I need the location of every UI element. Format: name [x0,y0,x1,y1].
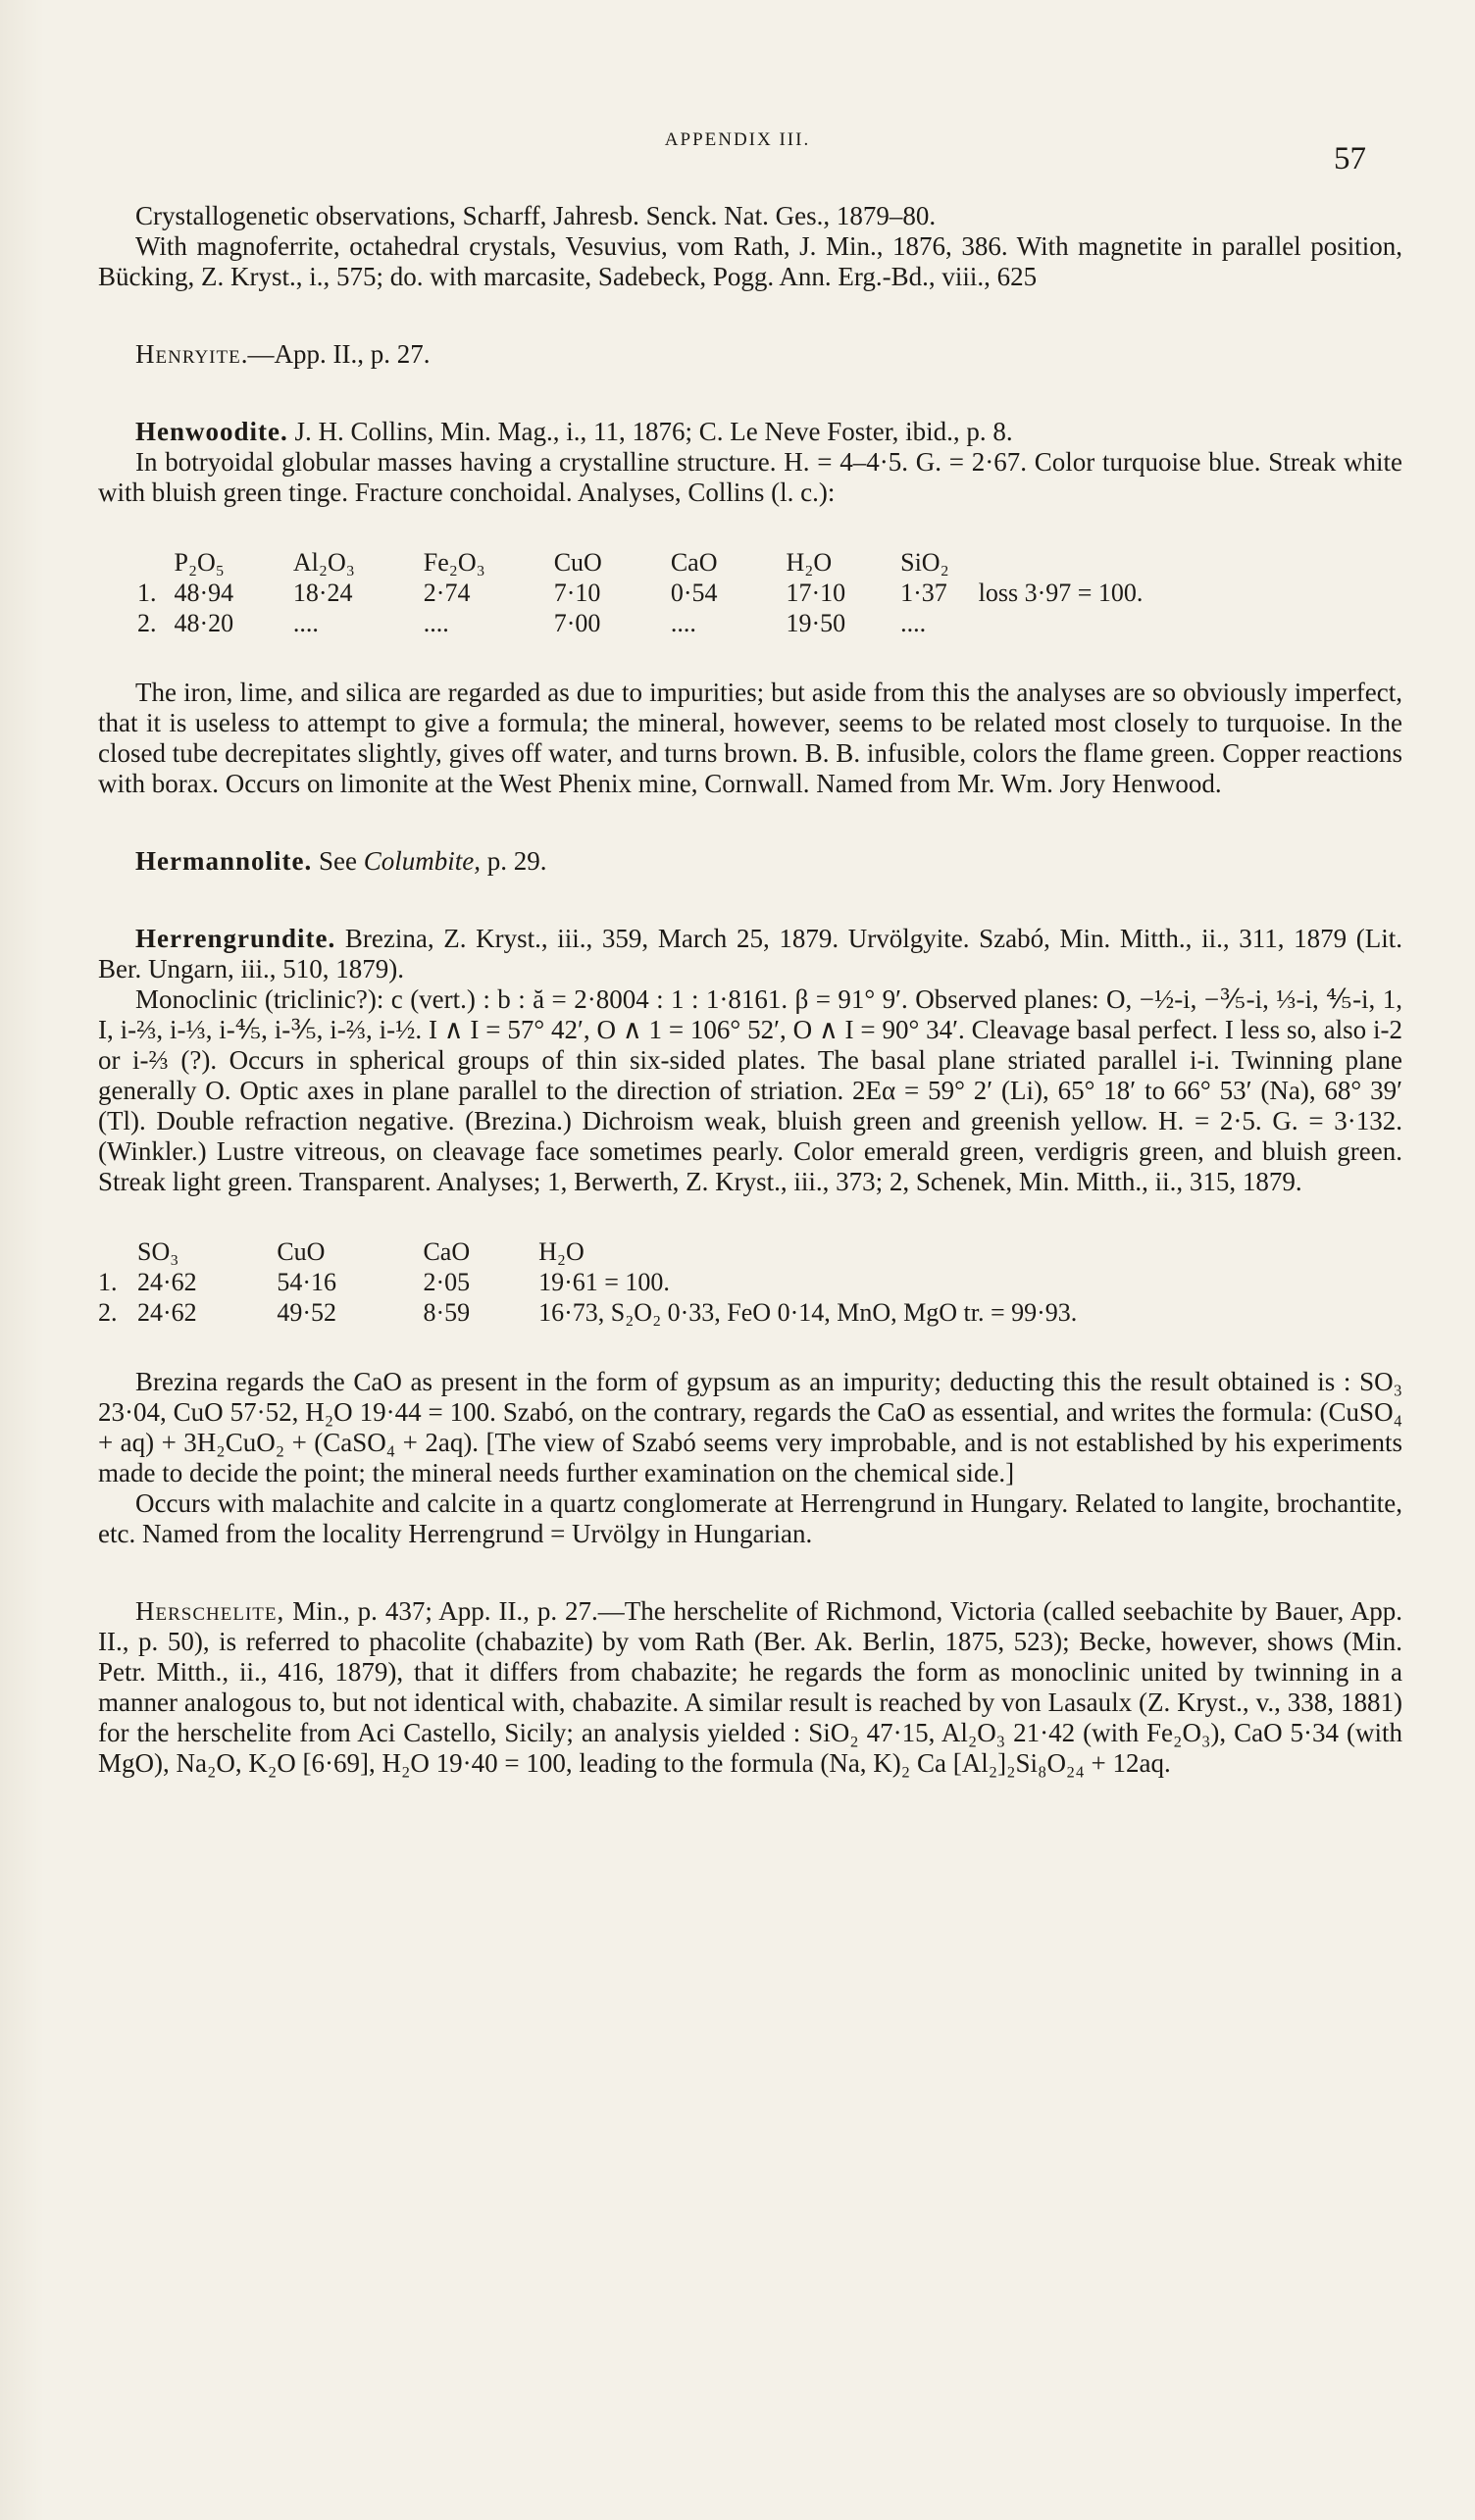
table-cell: .... [292,609,319,637]
table-header-cell: Al₂O₃ [292,548,355,577]
table-row [137,578,1160,608]
table-cell: 1·37 [900,579,947,607]
table-row [98,1297,1094,1328]
table-row [98,1267,1094,1297]
entry-herrengrundite [98,924,1402,1549]
table-cell: 24·62 [137,1268,197,1296]
table-header-cell [979,547,1161,578]
table-cell: 2·05 [423,1268,471,1296]
herrengrundite-title-line [98,924,1402,984]
table-cell: 48·94 [174,579,234,607]
table-row [137,608,1160,638]
table-header-row [98,1236,1094,1267]
herschelite-heading: Herschelite, [135,1596,285,1626]
hermannolite-page: p. 29. [486,846,547,876]
table-cell: 0·54 [670,579,718,607]
henwoodite-title-line [98,417,1402,447]
herrengrundite-analysis-table [98,1236,1094,1328]
table-cell: 1. [98,1268,118,1296]
table-cell: 2·74 [423,579,471,607]
henwoodite-heading: Henwoodite. [135,417,288,446]
table-cell: .... [670,609,696,637]
table-cell: 7·00 [553,609,601,637]
henwoodite-analysis-table [137,547,1160,638]
intro-paragraph-1: Crystallogenetic observations, Scharff, Jahresb. Senck. Nat. Ges., 1879–80. [135,201,937,230]
table-header-cell: CaO [670,548,718,577]
herrengrundite-heading: Herrengrundite. [135,924,336,953]
table-cell: 54·16 [277,1268,336,1296]
table-cell: 19·61 = 100. [538,1268,670,1296]
hermannolite-crossref: Columbite, [363,846,481,876]
table-cell: 49·52 [277,1298,336,1327]
table-cell: 17·10 [786,579,846,607]
henryite-heading: Henryite [135,339,241,369]
entry-herschelite [98,1596,1402,1779]
table-cell: 8·59 [423,1298,471,1327]
table-cell: .... [900,609,927,637]
table-header-cell [98,1236,137,1267]
table-cell: 16·73, S₂O₂ 0·33, FeO 0·14, MnO, MgO tr. = 99·93. [538,1298,1078,1327]
table-cell: 2. [137,609,157,637]
henryite-reference: .—App. II., p. 27. [240,339,431,369]
table-cell: 24·62 [137,1298,197,1327]
table-header-cell [137,547,175,578]
table-header-cell: SiO₂ [900,548,949,577]
table-header-cell: SO₃ [137,1237,179,1266]
table-cell: 7·10 [553,579,601,607]
herrengrundite-description: Monoclinic (triclinic?): c (vert.) : b : ă = 2·8004 : 1 : 1·8161. β = 91° 9′. Observed planes: O, −½-i, −⅗-i, ⅓-i, ⅘-i, 1, I, i-⅔, i-⅓, i-⅘, i-⅗, i-⅔, i-½. I ∧ I = 57° 42′, O ∧ 1 = 106° 52′, O ∧ I = 90° 34′. Cleavage basal perfect. I less so, also i-2 or i-⅔ (?). Occurs in spherical groups of thin six-sided plates. The basal plane striated parallel i-i. Twinning plane generally O. Optic axes in plane parallel to the direction of striation. 2Eα = 59° 2′ (Li), 65° 18′ to 66° 53′ (Na), 68° 39′ (Tl). Double refraction negative. (Brezina.) Dichroism weak, bluish green and greenish yellow. H. = 2·5. G. = 3·132. (Winkler.) Lustre vitreous, on cleavage face sometimes pearly. Color emerald green, verdigris green, and bluish green. Streak light green. Transparent. Analyses; 1, Berwerth, Z. Kryst., iii., 373; 2, Schenek, Min. Mitth., ii., 315, 1879. [98,984,1402,1196]
table-cell: .... [423,609,449,637]
running-head: APPENDIX III. [664,129,811,150]
table-header-cell: CuO [553,548,602,577]
entry-hermannolite [98,846,1402,877]
table-header-cell: P₂O₅ [174,548,225,577]
table-header-cell: Fe₂O₃ [423,548,485,577]
herrengrundite-note-2: Occurs with malachite and calcite in a quartz conglomerate at Herrengrund in Hungary. Related to langite, brochantite, etc. Named from the locality Herrengrund = Urvölgy in Hungarian. [98,1488,1402,1548]
table-cell: 19·50 [786,609,846,637]
page-body [98,201,1402,1779]
intro-paragraph-2: With magnoferrite, octahedral crystals, Vesuvius, vom Rath, J. Min., 1876, 386. With magnetite in parallel position, Bücking, Z. Kryst., i., 575; do. with marcasite, Sadebeck, Pogg. Ann. Erg.-Bd., viii., 625 [98,231,1402,291]
table-header-cell: H₂O [538,1237,585,1266]
table-cell: 1. [137,579,157,607]
table-cell: 18·24 [292,579,353,607]
herrengrundite-references: Brezina, Z. Kryst., iii., 359, March 25, 1879. Urvölgyite. Szabó, Min. Mitth., ii., 311, 1879 (Lit. Ber. Ungarn, iii., 510, 1879). [98,924,1403,983]
table-header-cell: CaO [423,1237,471,1266]
entry-henryite [98,339,1402,370]
table-header-cell: H₂O [786,548,833,577]
henwoodite-description: In botryoidal globular masses having a crystalline structure. H. = 4–4·5. G. = 2·67. Color turquoise blue. Streak white with bluish green tinge. Fracture conchoidal. Analyses, Collins (l. c.): [98,447,1402,507]
henwoodite-references: J. H. Collins, Min. Mag., i., 11, 1876; C. Le Neve Foster, ibid., p. 8. [294,417,1013,446]
herrengrundite-note-1: Brezina regards the CaO as present in the form of gypsum as an impurity; deducting this the result obtained is : SO₃ 23·04, CuO 57·52, H₂O 19·44 = 100. Szabó, on the contrary, regards the CaO as essential, and writes the formula: (CuSO₄ + aq) + 3H₂CuO₂ + (CaSO₄ + 2aq). [The view of Szabó seems very improbable, and is not established by his experiments made to decide the point; the mineral needs further examination on the chemical side.] [98,1367,1402,1487]
herschelite-text: Min., p. 437; App. II., p. 27.—The herschelite of Richmond, Victoria (called seebachite by Bauer, App. II., p. 50), is referred to phacolite (chabazite) by vom Rath (Ber. Ak. Berlin, 1875, 523); Becke, however, shows (Min. Petr. Mitth., ii., 416, 1879), that it differs from chabazite; he regards the form as monoclinic united by twinning in a manner analogous to, but not identical with, chabazite. A similar result is reached by von Lasaulx (Z. Kryst., v., 338, 1881) for the herschelite from Aci Castello, Sicily; an analysis yielded : SiO₂ 47·15, Al₂O₃ 21·42 (with Fe₂O₃), CaO 5·34 (with MgO), Na₂O, K₂O [6·69], H₂O 19·40 = 100, leading to the formula (Na, K)₂ Ca [Al₂]₂Si₈O₂₄ + 12aq. [98,1596,1402,1778]
table-cell: 48·20 [174,609,234,637]
henwoodite-notes: The iron, lime, and silica are regarded as due to impurities; but aside from this the analyses are so obviously imperfect, that it is useless to attempt to give a formula; the mineral, however, seems to be related most closely to turquoise. In the closed tube decrepitates slightly, gives off water, and turns brown. B. B. infusible, colors the flame green. Copper reactions with borax. Occurs on limonite at the West Phenix mine, Cornwall. Named from Mr. Wm. Jory Henwood. [98,678,1402,798]
table-header-cell: CuO [277,1237,326,1266]
table-header-row [137,547,1160,578]
hermannolite-see: See [318,846,357,876]
table-cell: 2. [98,1298,118,1327]
hermannolite-heading: Hermannolite. [135,846,313,876]
page-number: 57 [1334,141,1366,176]
table-cell [979,608,1161,638]
entry-henwoodite [98,417,1402,799]
table-cell: loss 3·97 = 100. [978,579,1144,607]
